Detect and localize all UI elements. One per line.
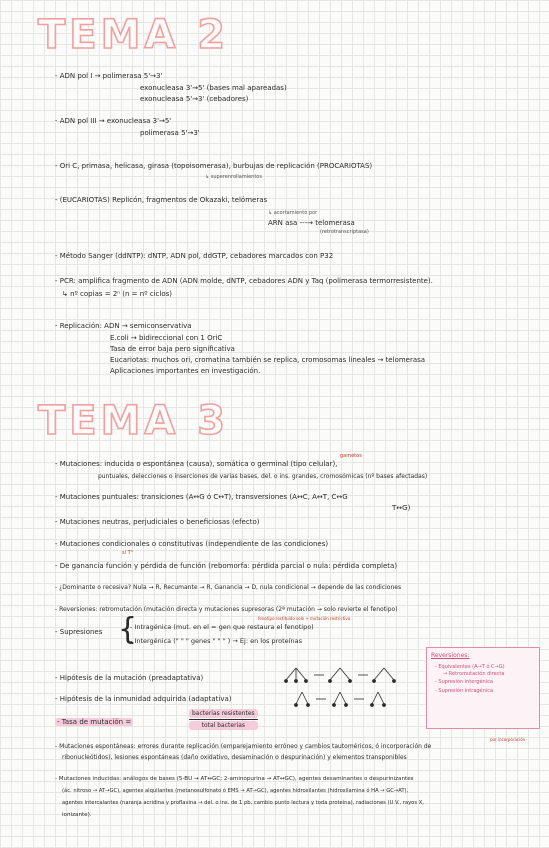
note-line: - (EUCARIOTAS) Replicón, fragmentos de Okazaki, telómeras [55,196,268,204]
note-line: - PCR: amplifica fragmento de ADN (ADN molde, dNTP, cebadores ADN y Taq (polimerasa termorresistente). [55,277,433,285]
key-box-item: - Supresión intragénica [435,688,494,694]
note-line: E.coli → bidireccional con 1 OriC [110,334,223,342]
fraction-numerator: bacterias resistentes [189,709,258,718]
note-annotation: por incorporación [490,737,526,742]
fraction-denominator: total bacterias [189,721,258,730]
note-line: exonucleasa 3'→5' (bases mal apareadas) [140,84,287,92]
note-line: ↳ nº copias = 2ⁿ (n = nº ciclos) [62,290,172,298]
note-line: - Intergénica (" " " genes " " " ) → Ej: en los proteínas [130,637,302,645]
note-line: - Método Sanger (ddNTP): dNTP, ADN pol, ddGTP, cebadores marcados con P32 [55,252,334,260]
key-box-item: → Retromutación directa [443,671,505,677]
note-subnote: ↳ superenrollamientos [205,174,262,180]
note-line: - Mutaciones puntuales: transiciones (A↔G ó C↔T), transversiones (A↔C, A↔T, C↔G [55,493,348,501]
note-line: - Mutaciones neutras, perjudiciales o beneficiosas (efecto) [55,518,260,526]
note-line: - Mutaciones inducidas: análogos de bases (5-BU → AT↔GC; 2-aminopurina → AT↔GC), agentes desaminantes o despurinizantes [55,776,414,782]
note-line: exonucleasa 5'→3' (cebadores) [140,95,249,103]
note-line: - Hipótesis de la mutación (preadaptativa) [55,674,204,682]
note-line: Eucariotas: muchos ori, cromatina también se replica, cromosomas lineales → telomerasa [110,356,426,364]
note-line: - De ganancia función y pérdida de función (rebomorfa: pérdida parcial o nula: pérdida completa) [55,562,398,570]
key-box-title: Reversiones: [431,652,470,659]
key-box-item: - Equivalentes (A→T ó C→G) [435,664,505,670]
note-line: agentes intercalantes (naranja acridina y proflavina → del. o ins. de 1 pb, cambio punto lectura y toda proteína), radiaciones (U.V., rayos X, [62,800,424,806]
brace-icon: { [118,612,138,647]
colony-tree-diagram [292,688,412,710]
colony-tree-diagram [282,664,402,686]
tasa-label: - Tasa de mutación = [57,718,132,726]
note-line: ribonucleótidos), lesiones espontáneas (daño oxidativo, desaminación o despurinación) y elementos transponibles [62,754,407,761]
note-annotation: sí T° [122,550,134,556]
note-line: - ADN pol III → exonucleasa 3'→5' [55,117,172,125]
note-line: ARN asa ---→ telomerasa [268,219,355,227]
note-line: - Replicación: ADN → semiconservativa [55,322,192,330]
note-line: puntuales, delecciones o inserciones de varias bases, del. o ins. grandes, cromosómicas (nº bases afectadas) [98,473,428,480]
note-line: ionizante). [62,812,92,818]
note-line: - ADN pol I → polimerasa 5'→3' [55,72,163,80]
note-line: - Mutaciones: inducida o espontánea (causa), somática o germinal (tipo celular), [55,460,338,468]
note-line: - Intragénica (mut. en el = gen que restaura el fenotipo) [130,623,314,631]
note-line: - Ori C, primasa, helicasa, girasa (topoisomerasa), burbujas de replicación (PROCARIOTAS) [55,162,373,170]
note-annotation: fenotipo restituido solo + mutación restrictiva [258,616,351,621]
note-line [55,718,133,727]
note-line: polimerasa 5'→3' [140,129,200,137]
fraction-bar [189,719,258,720]
mutation-rate-fraction [189,709,258,730]
note-line: - Supresiones [55,628,103,636]
note-line: Tasa de error baja pero significativa [110,345,235,353]
note-annotation: gametos [340,453,362,459]
note-line: Aplicaciones importantes en investigación. [110,367,261,375]
note-subnote: ↳ acortamiento por [268,210,318,216]
tema-2-title: TEMA 2 [38,12,230,58]
reversiones-key-box [426,647,540,729]
note-subnote: (retrotranscriptasa) [320,229,369,235]
note-line: - Mutaciones condicionales o constitutivas (independiente de las condiciones) [55,540,329,548]
note-line: (ác. nitroso → AT→GC), agentes alquilantes (metanosulfonato ó EMS → AT→GC), agentes hidroxilantes (hidroxilamina ó HA → GC→AT), [62,788,409,794]
tema-3-title: TEMA 3 [38,398,230,444]
key-box-item: - Supresión intergénica [435,679,493,685]
note-line: - Mutaciones espontáneas: errores durante replicación (emparejamiento erróneo y cambios tautoméricos, ó incorporación de [55,743,432,750]
note-line: - Hipótesis de la inmunidad adquirida (adaptativa) [55,695,232,703]
note-line: T↔G) [392,504,411,512]
note-line: - Reversiones: retromutación (mutación directa y mutaciones supresoras (2ª mutación → solo revierte el fenotipo) [55,606,398,613]
note-line: - ¿Dominante o recesiva? Nula → R, Recumante → R, Ganancia → D, nula condicional → depende de las condiciones [55,584,402,591]
